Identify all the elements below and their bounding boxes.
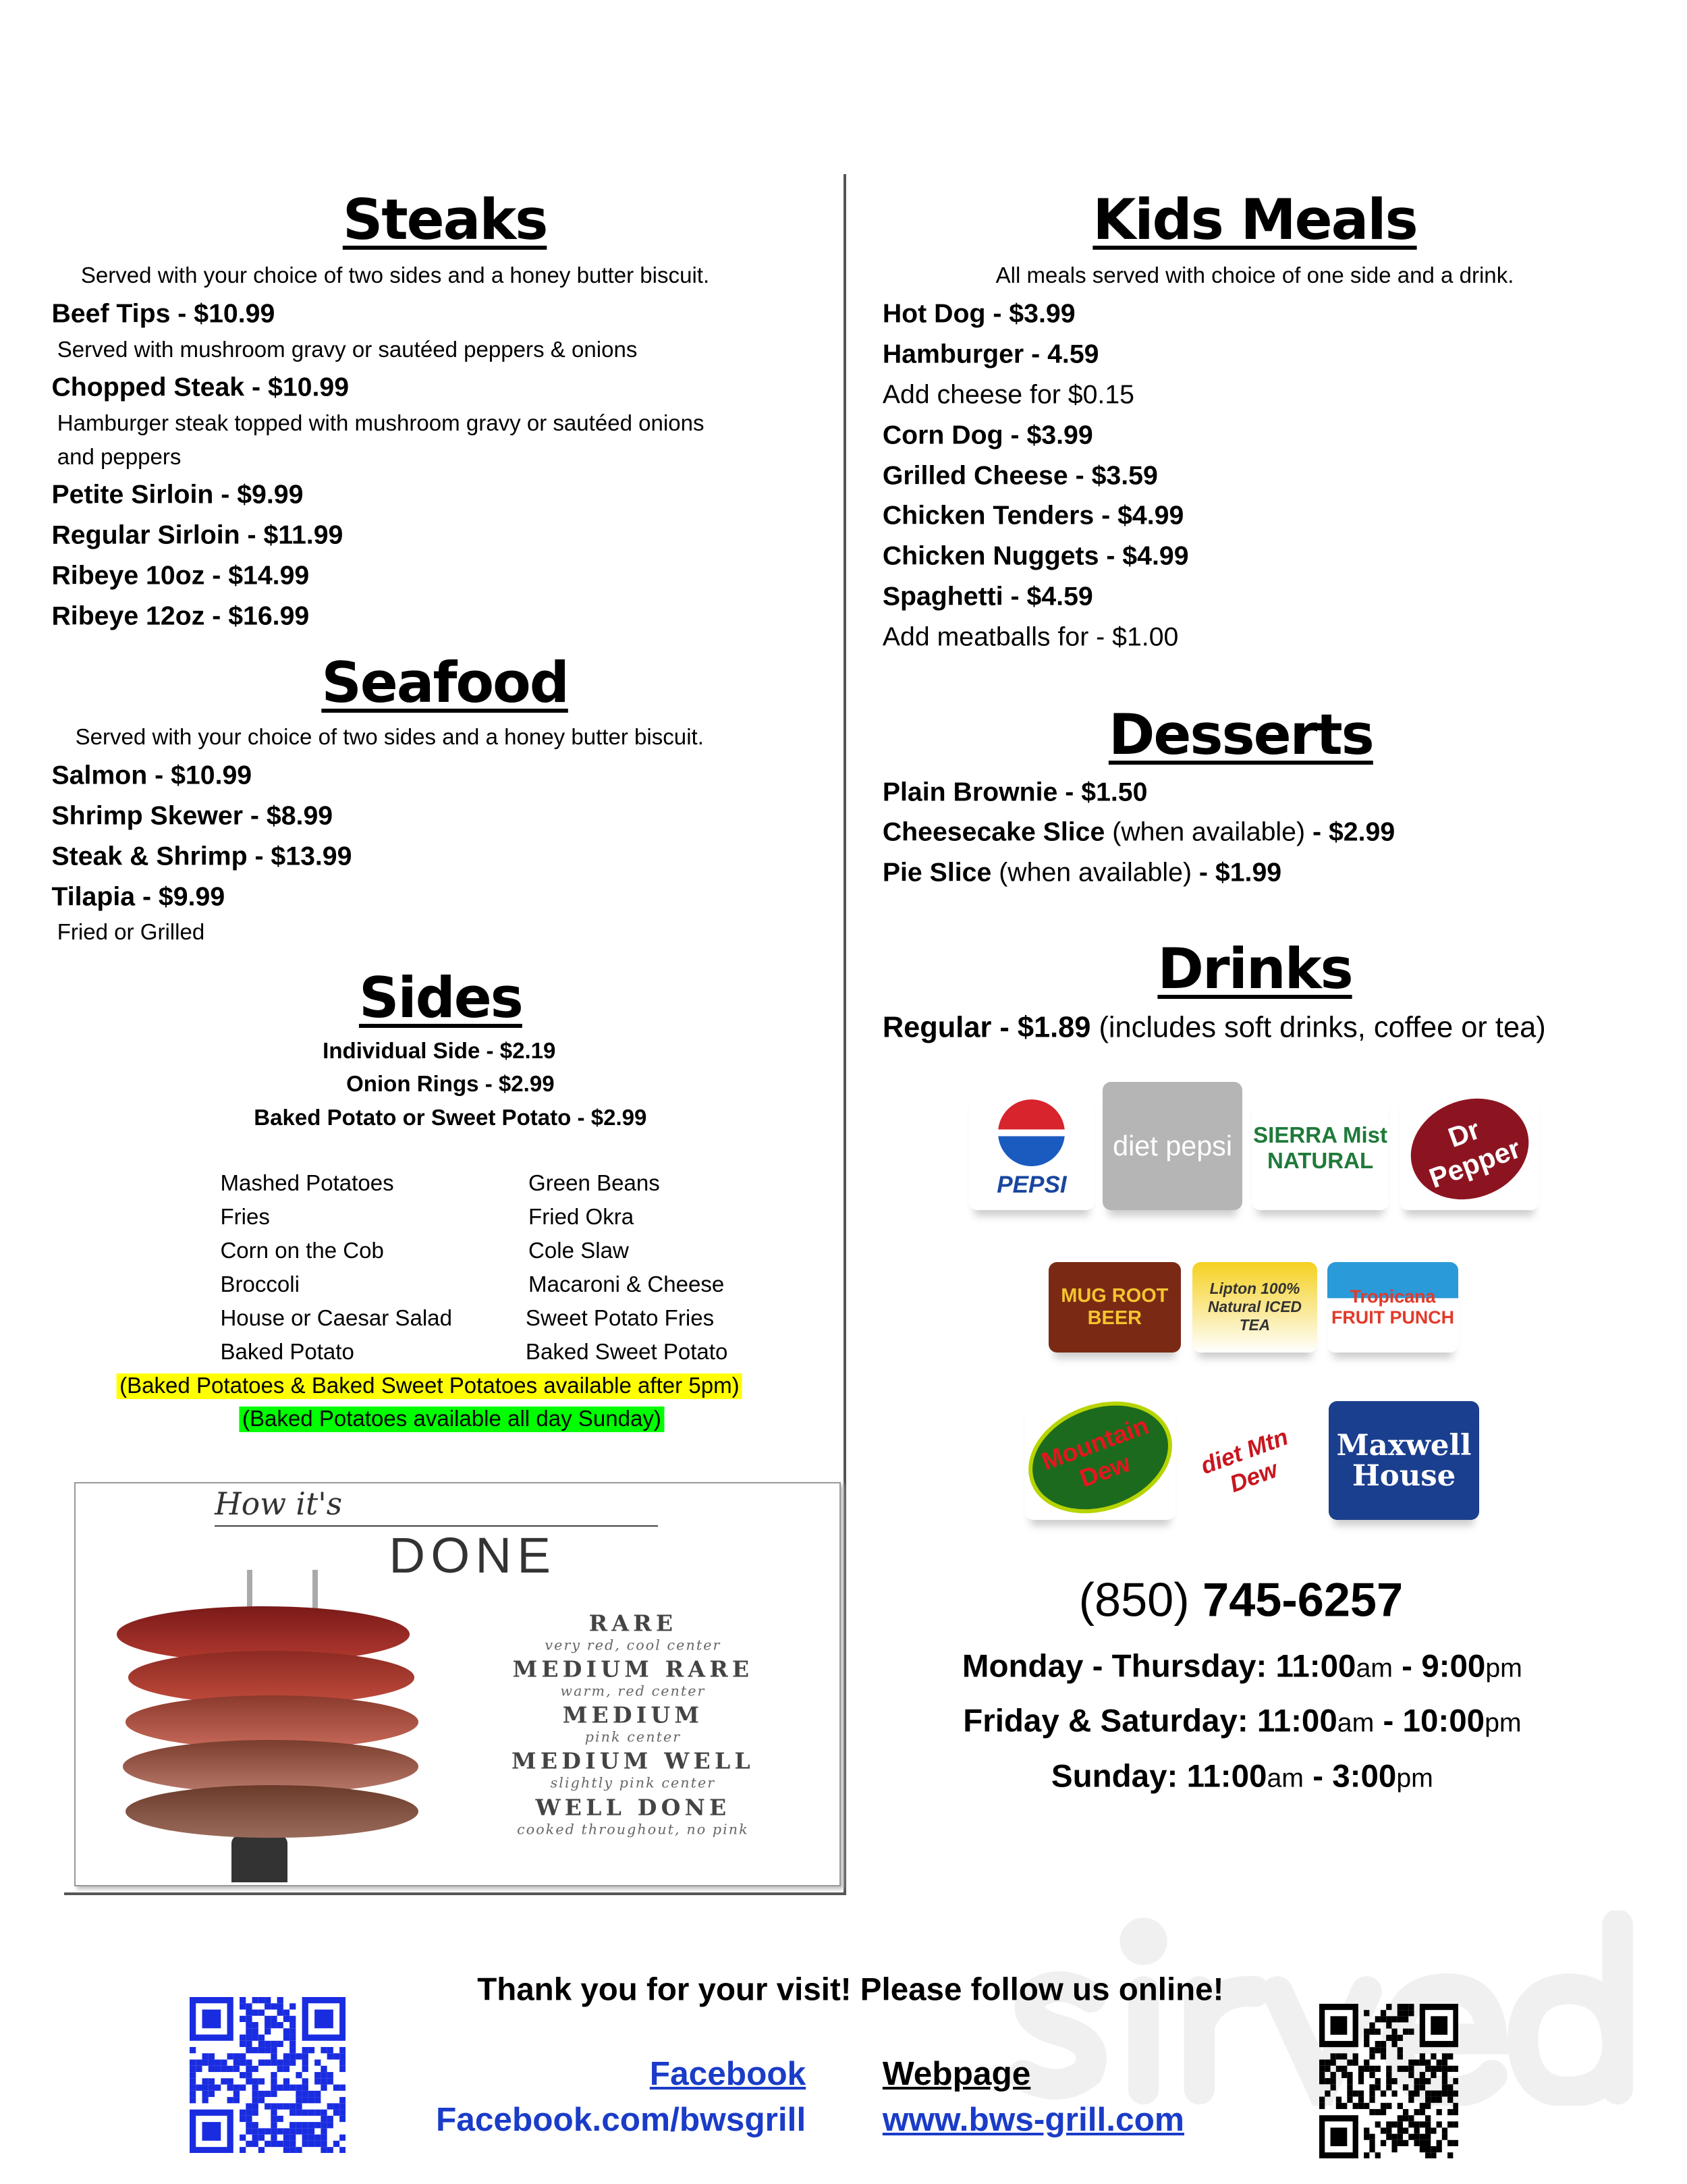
kids-menu-item: Chicken Tenders - $4.99 (882, 500, 1184, 530)
menu-item: Beef Tips - $10.99 (51, 298, 275, 329)
menu-item: Ribeye 10oz - $14.99 (51, 560, 310, 591)
side-option: Green Beans (528, 1171, 660, 1197)
drinks-regular (883, 1011, 1546, 1044)
side-option: Broccoli (220, 1272, 300, 1298)
facebook-link[interactable]: Facebook (649, 2054, 806, 2093)
dessert-availability: (when available) (1105, 817, 1312, 847)
kids-menu-item: Hot Dog - $3.99 (882, 298, 1076, 329)
notice-sunday: (Baked Potatoes available all day Sunday) (240, 1407, 664, 1432)
doneness-level: MEDIUM WELL (511, 1747, 754, 1774)
phone-area-code: (850) (1078, 1573, 1203, 1627)
sides-title: Sides (358, 966, 522, 1031)
dessert-item (883, 817, 1395, 848)
steaks-title: Steaks (342, 188, 547, 253)
kids-menu-item: Add meatballs for - $1.00 (882, 622, 1179, 652)
doneness-level: RARE (588, 1610, 677, 1637)
dr-pepper-logo (1400, 1088, 1539, 1211)
pepsi-logo (969, 1088, 1095, 1211)
diet-mtn-dew-logo: diet Mtn Dew (1170, 1390, 1329, 1538)
heading-line (215, 1525, 658, 1527)
dessert-item (883, 858, 1281, 888)
thank-you-message: Thank you for your visit! Please follow us online! (477, 1971, 1224, 2008)
pepsi-wordmark: PEPSI (997, 1172, 1067, 1199)
tropicana-logo: Tropicana FRUIT PUNCH (1327, 1262, 1458, 1353)
kids-menu-item: Spaghetti - $4.59 (882, 581, 1093, 611)
menu-item: Ribeye 12oz - $16.99 (51, 601, 310, 631)
doneness-heading-done: DONE (389, 1527, 557, 1584)
menu-item: Salmon - $10.99 (51, 760, 252, 790)
kids-menu-item: Chicken Nuggets - $4.99 (882, 541, 1189, 571)
diet-pepsi-logo: diet pepsi (1103, 1082, 1242, 1210)
doneness-description: warm, red center (560, 1683, 706, 1699)
dessert-item: Plain Brownie - $1.50 (882, 777, 1148, 807)
opening-hours: Friday & Saturday: 11:00am - 10:00pm (963, 1703, 1522, 1739)
mountain-dew-wordmark: Mountain Dew (1013, 1382, 1188, 1532)
doneness-description: pink center (584, 1728, 682, 1745)
column-divider (844, 174, 846, 1895)
doneness-description: slightly pink center (550, 1775, 716, 1792)
fork-tine (312, 1570, 318, 1612)
lipton-logo: Lipton 100% Natural ICED TEA (1192, 1262, 1318, 1353)
phone-number (1079, 1572, 1403, 1627)
fork-tine (247, 1570, 252, 1612)
item-note: and peppers (57, 444, 182, 470)
seafood-title: Seafood (321, 651, 568, 716)
maxwell-house-logo: Maxwell House (1329, 1401, 1479, 1520)
doneness-level: MEDIUM RARE (512, 1656, 754, 1683)
menu-item: Petite Sirloin - $9.99 (51, 479, 304, 510)
menu-item: Shrimp Skewer - $8.99 (51, 800, 333, 831)
kids-menu-item: Hamburger - 4.59 (882, 339, 1099, 369)
dessert-price: - $1.99 (1198, 857, 1282, 888)
drinks-price: Regular - $1.89 (882, 1011, 1091, 1044)
side-option: Mashed Potatoes (220, 1171, 394, 1197)
side-price: Onion Rings - $2.99 (346, 1072, 555, 1097)
item-note: Hamburger steak topped with mushroom gravy or sautéed onions (57, 411, 704, 437)
steaks-subtitle: Served with your choice of two sides and a honey butter biscuit. (80, 263, 710, 289)
side-option: House or Caesar Salad (220, 1306, 452, 1332)
seafood-subtitle: Served with your choice of two sides and a honey butter biscuit. (75, 724, 704, 750)
desserts-title: Desserts (1108, 702, 1373, 767)
doneness-heading: How it's (215, 1486, 343, 1523)
doneness-description: very red, cool center (545, 1637, 721, 1654)
side-option: Macaroni & Cheese (528, 1272, 725, 1298)
side-option: Corn on the Cob (220, 1238, 384, 1264)
fork-handle (231, 1835, 287, 1882)
kids-menu-item: Add cheese for $0.15 (882, 379, 1134, 410)
opening-hours: Monday - Thursday: 11:00am - 9:00pm (962, 1648, 1522, 1685)
kids-menu-item: Corn Dog - $3.99 (882, 420, 1093, 450)
menu-item: Tilapia - $9.99 (51, 881, 225, 911)
webpage-link[interactable]: Webpage (882, 2054, 1031, 2093)
side-option: Cole Slaw (528, 1238, 629, 1264)
menu-item: Regular Sirloin - $11.99 (51, 520, 343, 550)
pepsi-globe-icon (998, 1099, 1065, 1166)
item-note: Served with mushroom gravy or sautéed peppers & onions (57, 337, 638, 362)
menu-item: Steak & Shrimp - $13.99 (51, 841, 352, 871)
drinks-title: Drinks (1157, 936, 1352, 1002)
webpage-url-link[interactable]: www.bws-grill.com (882, 2100, 1184, 2139)
side-price: Individual Side - $2.19 (323, 1038, 556, 1064)
dessert-name: Cheesecake Slice (882, 817, 1105, 847)
bottom-divider (64, 1892, 846, 1895)
item-note: Fried or Grilled (57, 920, 205, 946)
doneness-level: WELL DONE (535, 1793, 731, 1820)
side-option: Fries (220, 1205, 270, 1230)
mug-root-beer-logo: MUG ROOT BEER (1049, 1262, 1181, 1353)
website-qr-code[interactable] (1319, 2004, 1459, 2158)
facebook-qr-code[interactable] (190, 1997, 345, 2153)
side-option: Baked Sweet Potato (525, 1340, 728, 1365)
menu-item: Chopped Steak - $10.99 (51, 372, 350, 402)
notice-after-5pm: (Baked Potatoes & Baked Sweet Potatoes available after 5pm) (117, 1373, 742, 1399)
doneness-chart-image (74, 1482, 841, 1886)
kids-title: Kids Meals (1093, 188, 1417, 253)
side-option: Sweet Potato Fries (525, 1306, 715, 1332)
doneness-description: cooked throughout, no pink (517, 1821, 749, 1838)
kids-subtitle: All meals served with choice of one side and a drink. (995, 263, 1514, 289)
dessert-name: Pie Slice (882, 857, 992, 888)
kids-menu-item: Grilled Cheese - $3.59 (882, 460, 1158, 491)
dessert-price: - $2.99 (1312, 817, 1395, 847)
sierra-mist-logo: SIERRA Mist NATURAL (1252, 1088, 1388, 1211)
dr-pepper-wordmark: Dr Pepper (1396, 1083, 1542, 1216)
side-price: Baked Potato or Sweet Potato - $2.99 (254, 1105, 647, 1130)
facebook-url-link[interactable]: Facebook.com/bwsgrill (435, 2100, 806, 2139)
steak-slice (126, 1785, 418, 1838)
mountain-dew-logo (1025, 1394, 1176, 1520)
opening-hours: Sunday: 11:00am - 3:00pm (1051, 1758, 1433, 1795)
dessert-availability: (when available) (991, 857, 1199, 888)
side-option: Fried Okra (528, 1205, 634, 1230)
phone-digits: 745-6257 (1202, 1573, 1404, 1627)
drinks-note: (includes soft drinks, coffee or tea) (1090, 1011, 1546, 1044)
side-option: Baked Potato (220, 1340, 354, 1365)
doneness-level: MEDIUM (562, 1701, 704, 1728)
